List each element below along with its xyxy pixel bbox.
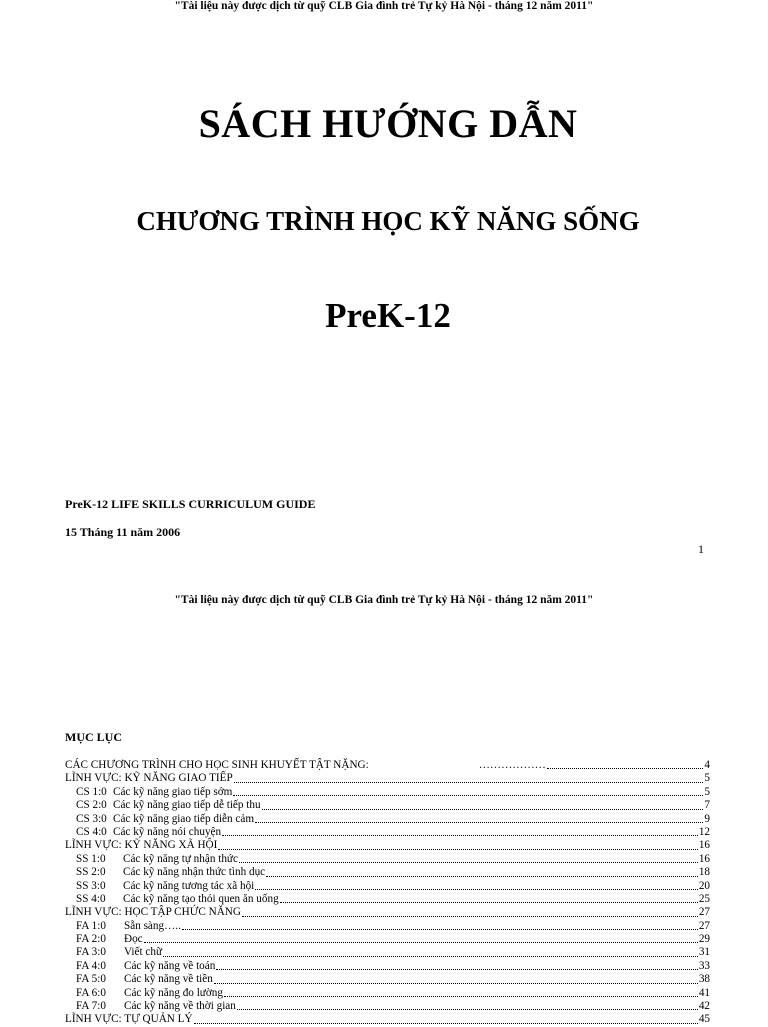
toc-entry[interactable] <box>65 960 710 973</box>
toc-entry-label: LĨNH VỰC: KỸ NĂNG XÃ HỘI <box>65 839 218 852</box>
toc-entry-code: SS 4:0 <box>76 892 106 905</box>
toc-dot-leader <box>216 968 697 970</box>
toc-domain-heading[interactable] <box>65 1013 710 1026</box>
toc-entry-page: 5 <box>704 772 710 785</box>
page-number: 1 <box>698 542 704 556</box>
toc-entry-list <box>65 772 710 1026</box>
toc-entry-label: LĨNH VỰC: HỌC TẬP CHỨC NĂNG <box>65 906 241 919</box>
toc-entry-page: 16 <box>698 839 710 852</box>
toc-entry-page: 9 <box>704 812 710 825</box>
toc-entry[interactable] <box>65 786 710 799</box>
toc-entry-label: LĨNH VỰC: TỰ QUẢN LÝ <box>65 1013 193 1026</box>
toc-entry-page: 12 <box>698 825 710 838</box>
toc-dot-leader <box>234 781 704 783</box>
toc-entry-label: Các kỹ năng nhận thức tình dục <box>123 866 266 879</box>
toc-entry-code: CS 3:0 <box>76 812 107 825</box>
toc-dot-leader <box>262 808 704 810</box>
toc-dot-leader <box>144 941 698 943</box>
toc-entry-page: 27 <box>698 919 710 932</box>
toc-entry-code: FA 4:0 <box>76 959 106 972</box>
toc-dot-leader <box>163 955 698 957</box>
toc-dot-leader <box>233 794 703 796</box>
toc-entry-label: Các kỹ năng về tiền <box>124 973 213 986</box>
toc-dot-leader <box>255 821 703 823</box>
toc-entry-page: 16 <box>698 852 710 865</box>
date-line: 15 Tháng 11 năm 2006 <box>65 525 181 539</box>
toc-entry-code: FA 6:0 <box>76 986 106 999</box>
toc-entry-page: 41 <box>698 986 710 999</box>
toc-entry-label: Các kỹ năng giao tiếp sớm <box>113 785 233 798</box>
toc-entry-code: FA 2:0 <box>76 933 106 946</box>
toc-entry-label: Các kỹ năng về toán <box>124 959 216 972</box>
toc-entry-leader: ……………… <box>478 759 546 771</box>
toc-dot-leader <box>266 875 698 877</box>
toc-entry-page: 7 <box>704 799 710 812</box>
toc-entry-label: Các kỹ năng đo lường <box>124 986 223 999</box>
toc-entry[interactable] <box>65 880 710 893</box>
document-title: SÁCH HƯỚNG DẪN <box>198 101 578 146</box>
toc-entry-page: 25 <box>698 892 710 905</box>
toc-entry-code: SS 3:0 <box>76 879 106 892</box>
toc-entry-page: 5 <box>704 785 710 798</box>
toc-dot-leader <box>182 928 698 930</box>
toc-entry-page: 42 <box>698 1000 710 1013</box>
toc-entry-code: FA 3:0 <box>76 946 106 959</box>
toc-entry-label: Các kỹ năng giao tiếp diễn cảm <box>113 812 255 825</box>
toc-entry-page: 38 <box>698 973 710 986</box>
toc-entry[interactable] <box>65 866 710 879</box>
toc-entry-page: 20 <box>698 879 710 892</box>
toc-entry-label: Các kỹ năng tương tác xã hội <box>123 879 255 892</box>
toc-entry-label: Các kỹ năng giao tiếp dễ tiếp thu <box>113 799 261 812</box>
toc-entry-code: CS 1:0 <box>76 785 107 798</box>
toc-domain-heading[interactable] <box>65 839 710 852</box>
toc-entry[interactable] <box>65 946 710 959</box>
toc-entry-page: 31 <box>698 946 710 959</box>
toc-entry-code: FA 5:0 <box>76 973 106 986</box>
toc-dot-leader <box>224 995 698 997</box>
toc-entry-label: Các kỹ năng về thời gian <box>124 1000 236 1013</box>
toc-dot-leader <box>242 915 698 917</box>
toc-dot-leader <box>239 861 698 863</box>
toc-dot-leader <box>547 767 704 769</box>
toc-entry-code: SS 1:0 <box>76 852 106 865</box>
toc-dot-leader <box>280 901 698 903</box>
toc-entry[interactable] <box>65 920 710 933</box>
toc-entry[interactable] <box>65 799 710 812</box>
toc-entry-label: Các kỹ năng nói chuyện <box>113 825 222 838</box>
table-of-contents <box>65 759 710 1027</box>
toc-dot-leader <box>218 848 697 850</box>
toc-entry-label: LĨNH VỰC: KỸ NĂNG GIAO TIẾP <box>65 772 233 785</box>
toc-entry[interactable] <box>65 853 710 866</box>
toc-entry-code: SS 2:0 <box>76 866 106 879</box>
toc-entry[interactable] <box>65 933 710 946</box>
toc-dot-leader <box>255 888 698 890</box>
toc-entry[interactable] <box>65 813 710 826</box>
toc-entry-code: CS 2:0 <box>76 799 107 812</box>
toc-dot-leader <box>237 1008 698 1010</box>
document-subtitle: CHƯƠNG TRÌNH HỌC KỸ NĂNG SỐNG <box>136 206 640 236</box>
toc-entry-label: Đọc <box>124 933 143 946</box>
toc-entry[interactable] <box>65 987 710 1000</box>
toc-entry-label: Viết chữ <box>124 946 163 959</box>
header-note-page-2: "Tài liệu này được dịch từ quỹ CLB Gia đình trẻ Tự kỷ Hà Nội - tháng 12 năm 2011" <box>174 594 594 606</box>
guide-line: PreK-12 LIFE SKILLS CURRICULUM GUIDE <box>65 497 316 511</box>
toc-domain-heading[interactable] <box>65 772 710 785</box>
toc-entry[interactable] <box>65 973 710 986</box>
toc-domain-heading[interactable] <box>65 906 710 919</box>
header-note: "Tài liệu này được dịch từ quỹ CLB Gia đình trẻ Tự kỷ Hà Nội - tháng 12 năm 2011" <box>174 0 594 12</box>
grade-range: PreK-12 <box>325 296 451 335</box>
toc-entry-page: 29 <box>698 933 710 946</box>
toc-entry-label: Các kỹ năng tạo thói quen ăn uống <box>123 892 279 905</box>
toc-dot-leader <box>222 834 698 836</box>
toc-entry-page: 33 <box>698 959 710 972</box>
toc-entry-page: 27 <box>698 906 710 919</box>
toc-entry[interactable] <box>65 826 710 839</box>
toc-entry-page: 45 <box>698 1013 710 1026</box>
toc-entry-label: Sẵn sàng….. <box>124 919 181 932</box>
toc-entry-code: FA 1:0 <box>76 919 106 932</box>
toc-dot-leader <box>214 982 698 984</box>
toc-entry[interactable] <box>65 893 710 906</box>
toc-entry-page: 4 <box>704 759 710 771</box>
toc-entry[interactable] <box>65 1000 710 1013</box>
toc-entry-label: CÁC CHƯƠNG TRÌNH CHO HỌC SINH KHUYẾT TẬT NẶNG: <box>65 759 369 771</box>
toc-entry-code: CS 4:0 <box>76 825 107 838</box>
toc-entry-special-programs[interactable] <box>65 759 710 772</box>
toc-entry-label: Các kỹ năng tự nhận thức <box>123 852 238 865</box>
toc-entry-code: FA 7:0 <box>76 1000 106 1013</box>
toc-entry-page: 18 <box>698 866 710 879</box>
toc-heading: MỤC LỤC <box>65 730 122 744</box>
